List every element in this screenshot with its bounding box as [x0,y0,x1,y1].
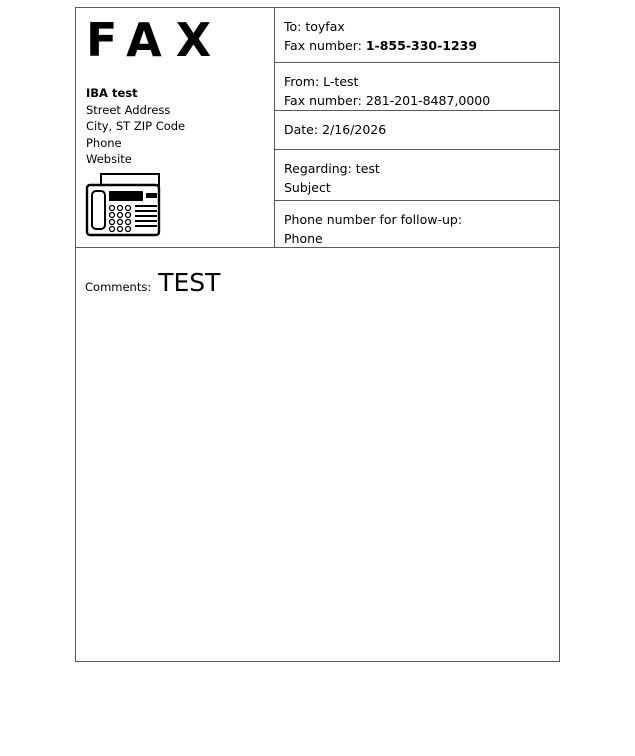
field-recipient [275,8,559,63]
comments-value: TEST [158,268,221,297]
regarding-subline: Subject [284,180,331,195]
sender-name-value: L-test [323,74,359,89]
sender-company-name: IBA test [86,86,138,100]
page-title: FAX [86,13,226,67]
sender-address-block [86,85,185,168]
recipient-fax-line [284,36,559,55]
sender-website: Website [86,152,132,166]
sender-block [76,8,275,247]
recipient-name-value: toyfax [305,19,345,34]
recipient-name-label: To: [284,19,302,34]
recipient-name-line [284,17,559,36]
comments-line [85,268,220,297]
fax-cover-sheet [75,7,560,662]
regarding-value: test [355,161,380,176]
date-value: 2/16/2026 [322,122,387,137]
regarding-label: Regarding: [284,161,352,176]
date-label: Date: [284,122,319,137]
comments-area [76,248,559,661]
sender-city-state-zip: City, ST ZIP Code [86,119,186,133]
recipient-fax-label: Fax number: [284,38,362,53]
sender-fax-line [284,91,559,110]
fax-header-band [76,8,559,248]
fax-machine-icon [83,171,167,241]
comments-label: Comments: [85,280,152,294]
regarding-line [284,159,559,178]
sender-fax-label: Fax number: [284,93,362,108]
date-line [284,120,559,139]
followup-label: Phone number for follow-up: [284,212,463,227]
sender-street-address: Street Address [86,102,171,117]
sender-fax-value: 281-201-8487,0000 [365,93,491,108]
followup-value: Phone [284,231,323,246]
sender-name-label: From: [284,74,320,89]
field-regarding [275,150,559,201]
sender-name-line [284,72,559,91]
field-followup [275,201,559,247]
field-date [275,111,559,150]
fax-fields-column [275,8,559,247]
field-sender [275,63,559,111]
recipient-fax-value: 1-855-330-1239 [365,38,478,53]
sender-phone: Phone [86,135,122,150]
